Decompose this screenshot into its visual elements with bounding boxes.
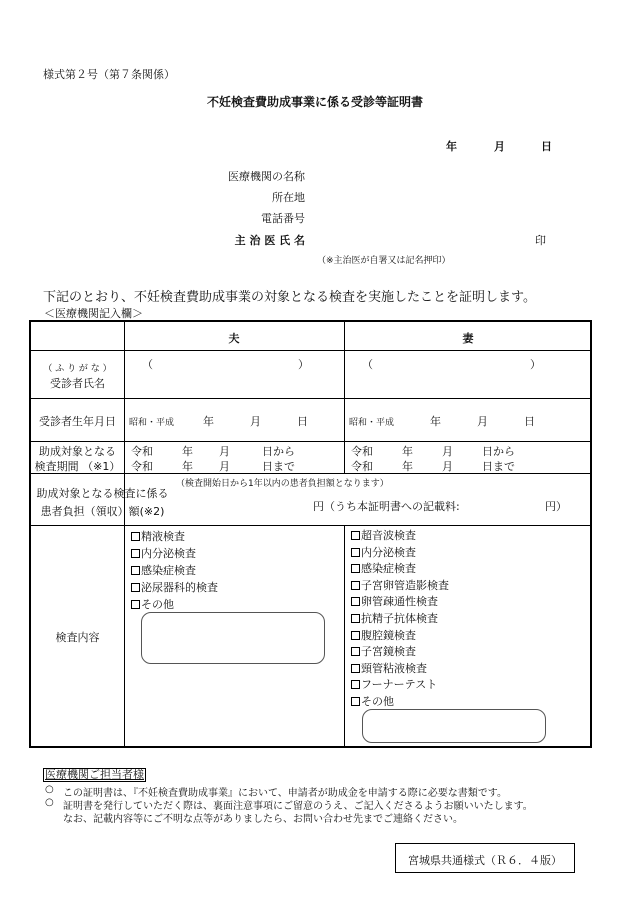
wife-exam-item[interactable]: 子宮卵管造影検査 (351, 578, 449, 595)
wife-period-to-day: 日まで (482, 460, 515, 473)
checkbox[interactable] (351, 564, 360, 573)
wife-period-from-era: 令和 (351, 445, 373, 458)
wife-furigana-close: ） (530, 358, 541, 371)
husband-period-to-era: 令和 (131, 460, 153, 473)
husband-birth-year: 年 (203, 415, 214, 428)
seal-mark: 印 (535, 234, 546, 247)
note-3-text: なお、記載内容等にご不明な点等がありましたら、お問い合わせ先までご連絡ください。 (63, 814, 463, 825)
wife-period-from-year: 年 (402, 445, 413, 458)
husband-exam-item[interactable]: 感染症検査 (131, 562, 218, 579)
burden-amount-label: 円（うち本証明書への記載料: (313, 500, 460, 513)
table-rule (31, 398, 590, 399)
section-label: ＜医療機関記入欄＞ (44, 307, 143, 320)
checkbox[interactable] (131, 549, 140, 558)
document-title: 不妊検査費助成事業に係る受診等証明書 (206, 95, 423, 109)
husband-exam-item[interactable]: その他 (131, 596, 218, 613)
institution-phone-label: 電話番号 (261, 212, 305, 225)
version-box (395, 843, 575, 873)
wife-exam-item[interactable]: 頸管粘液検査 (351, 661, 449, 678)
checkbox[interactable] (131, 583, 140, 592)
form-number: 様式第２号（第７条関係） (43, 68, 175, 81)
note-1-mark: ○ (45, 784, 54, 795)
wife-exam-item[interactable]: その他 (351, 694, 449, 711)
husband-period-from-year: 年 (182, 445, 193, 458)
intro-statement: 下記のとおり、不妊検査費助成事業の対象となる検査を実施したことを証明します。 (43, 290, 536, 305)
burden-fee-end: 円） (545, 500, 567, 513)
checkbox[interactable] (351, 597, 360, 606)
husband-period-to-month: 月 (219, 460, 230, 473)
husband-exam-item[interactable]: 内分泌検査 (131, 545, 218, 562)
burden-label-line2: 患者負担（領収）額(※2) (40, 505, 165, 518)
burden-label-line1: 助成対象となる検査に係る (36, 487, 169, 500)
wife-exam-item[interactable]: 超音波検査 (351, 528, 449, 545)
checkbox[interactable] (351, 647, 360, 656)
checkbox[interactable] (351, 548, 360, 557)
furigana-label: （ ふ り が な ） (43, 364, 112, 374)
husband-exam-item[interactable]: 泌尿器科的検査 (131, 579, 218, 596)
wife-exam-item[interactable]: 抗精子抗体検査 (351, 611, 449, 628)
husband-exam-item[interactable]: 精液検査 (131, 528, 218, 545)
burden-note: （検査開始日から1年以内の患者負担額となります） (176, 479, 389, 489)
wife-exam-item[interactable]: フーナーテスト (351, 677, 449, 694)
table-rule (344, 525, 345, 746)
checkbox[interactable] (351, 697, 360, 706)
husband-other-input[interactable] (141, 612, 325, 664)
husband-period-from-era: 令和 (131, 445, 153, 458)
wife-period-to-year: 年 (402, 460, 413, 473)
wife-period-from-day: 日から (482, 445, 515, 458)
date-day-label: 日 (541, 140, 552, 153)
birthdate-label: 受診者生年月日 (39, 415, 116, 428)
date-month-label: 月 (494, 140, 505, 153)
version-label: 宮城県共通様式（Ｒ６．４版） (408, 854, 562, 867)
institution-address-label: 所在地 (272, 191, 305, 204)
seal-note: （※主治医が自署又は記名押印） (317, 256, 451, 266)
checkbox[interactable] (351, 614, 360, 623)
husband-birth-day: 日 (297, 415, 308, 428)
institution-name-label: 医療機関の名称 (228, 170, 305, 183)
wife-furigana-open: （ (362, 358, 373, 371)
table-rule (31, 441, 590, 442)
wife-exam-item[interactable]: 内分泌検査 (351, 545, 449, 562)
table-rule (31, 350, 590, 351)
wife-exam-item[interactable]: 感染症検査 (351, 561, 449, 578)
certificate-table (29, 320, 592, 748)
wife-exam-list (351, 528, 449, 711)
wife-period-to-month: 月 (442, 460, 453, 473)
checkbox[interactable] (351, 531, 360, 540)
husband-period-to-year: 年 (182, 460, 193, 473)
period-label-line1: 助成対象となる (39, 445, 116, 458)
husband-furigana-close: ） (298, 358, 309, 371)
wife-birth-month: 月 (477, 415, 488, 428)
husband-exam-list (131, 528, 218, 613)
husband-period-to-day: 日まで (262, 460, 295, 473)
wife-exam-item[interactable]: 卵管疎通性検査 (351, 594, 449, 611)
husband-era-label: 昭和・平成 (129, 418, 175, 428)
checkbox[interactable] (131, 532, 140, 541)
wife-birth-day: 日 (524, 415, 535, 428)
patient-name-label: 受診者氏名 (50, 377, 105, 390)
contact-title: 医療機関ご担当者様 (45, 768, 144, 781)
husband-period-from-day: 日から (262, 445, 295, 458)
table-rule (31, 525, 590, 526)
husband-header: 夫 (228, 332, 240, 345)
note-2-text: 証明書を発行していただく際は、裏面注意事項にご留意のうえ、ご記入くださるようお願いいたします。 (63, 801, 533, 812)
checkbox[interactable] (351, 664, 360, 673)
checkbox[interactable] (131, 566, 140, 575)
wife-exam-item[interactable]: 子宮鏡検査 (351, 644, 449, 661)
husband-birth-month: 月 (250, 415, 261, 428)
husband-period-from-month: 月 (219, 445, 230, 458)
checkbox[interactable] (351, 680, 360, 689)
husband-furigana-open: （ (142, 358, 153, 371)
wife-other-input[interactable] (362, 709, 546, 743)
checkbox[interactable] (351, 581, 360, 590)
date-year-label: 年 (446, 140, 457, 153)
period-label-line2: 検査期間 （※1） (34, 460, 121, 473)
note-2-mark: ○ (45, 797, 54, 808)
wife-header: 妻 (462, 332, 474, 345)
doctor-name-label: 主 治 医 氏 名 (234, 234, 305, 247)
wife-era-label: 昭和・平成 (349, 418, 395, 428)
wife-exam-item[interactable]: 腹腔鏡検査 (351, 628, 449, 645)
exam-content-label: 検査内容 (55, 631, 100, 644)
table-rule (124, 322, 125, 746)
wife-period-from-month: 月 (442, 445, 453, 458)
checkbox[interactable] (351, 631, 360, 640)
checkbox[interactable] (131, 600, 140, 609)
wife-birth-year: 年 (430, 415, 441, 428)
note-1-text: この証明書は、『不妊検査費助成事業』において、申請者が助成金を申請する際に必要な書類です。 (63, 788, 507, 799)
wife-period-to-era: 令和 (351, 460, 373, 473)
